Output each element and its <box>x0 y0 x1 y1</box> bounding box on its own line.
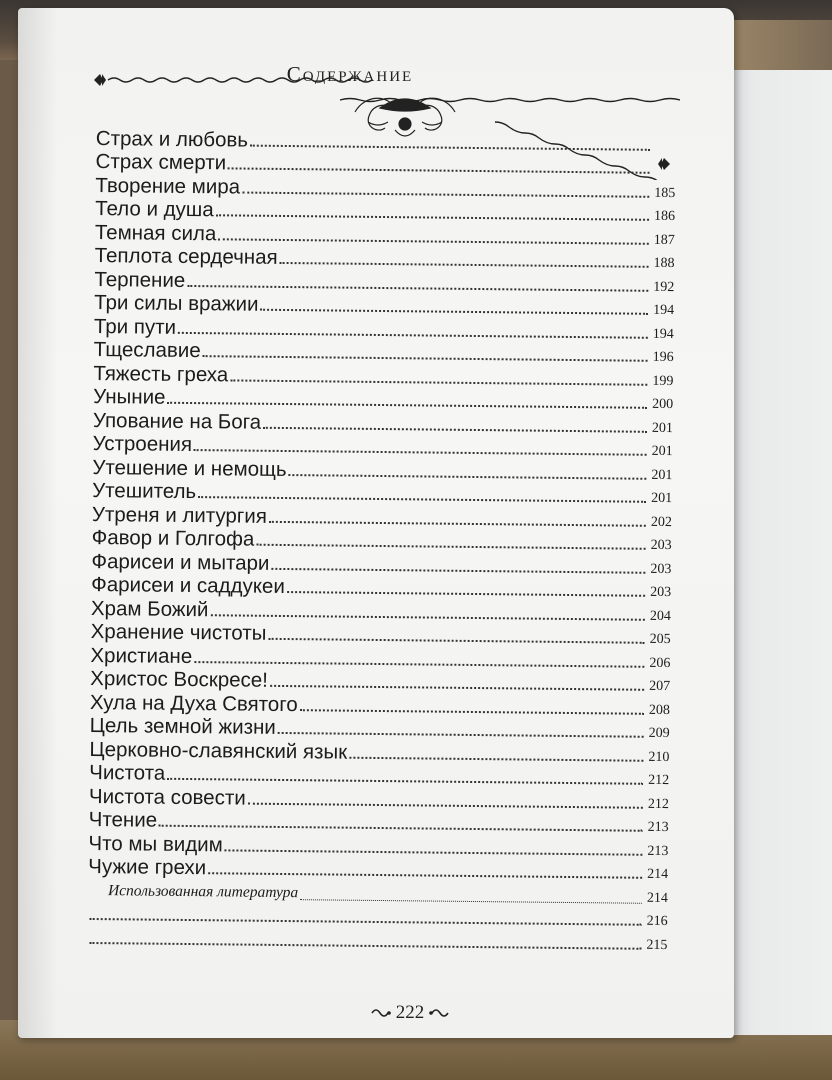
toc-entry-title: Фарисеи и саддукеи <box>91 572 285 599</box>
toc-entry-title: Фарисеи и мытари <box>91 549 270 575</box>
toc-leader-dots <box>270 685 644 691</box>
toc-leader-dots <box>203 355 648 362</box>
toc-entry-title: Фавор и Голгофа <box>91 525 255 551</box>
toc-leader-dots <box>260 309 648 315</box>
page-number: 222 <box>395 1002 425 1023</box>
toc-entry-title: Хула на Духа Святого <box>89 690 298 716</box>
toc-entry-title: Утешитель <box>92 478 197 504</box>
toc-leader-dots <box>208 872 642 879</box>
toc-entry-page: 194 <box>652 326 674 342</box>
toc-entry-title: Устроения <box>92 431 193 457</box>
toc-leader-dots <box>194 449 647 456</box>
toc-entry-title: Использованная литература <box>107 881 299 901</box>
toc-entry-page: 203 <box>650 584 672 601</box>
toc-entry-page: 213 <box>647 843 669 859</box>
toc-leader-dots <box>280 262 649 268</box>
toc-entry-page: 185 <box>654 185 676 201</box>
toc-leader-dots <box>278 732 644 738</box>
toc-entry-page: 202 <box>650 514 672 530</box>
toc-leader-dots <box>216 214 649 221</box>
toc-leader-dots <box>210 614 644 621</box>
toc-entry-page: 214 <box>647 866 669 883</box>
toc-entry-page: 212 <box>647 796 670 812</box>
toc-entry-page: 200 <box>652 396 674 413</box>
toc-entry-title: Три силы вражии <box>94 290 259 316</box>
toc-leader-dots <box>289 474 647 480</box>
toc-leader-dots <box>263 426 647 432</box>
toc-entry-title: Что мы видим <box>88 831 223 856</box>
toc-entry-title: Творение мира <box>95 173 241 199</box>
toc-entry-title: Храм Божий <box>90 596 209 621</box>
toc-entry-page: 210 <box>648 749 670 765</box>
toc-leader-dots <box>271 567 645 573</box>
toc-entry-title: Тщеславие <box>93 337 201 363</box>
toc-leader-dots <box>90 918 642 926</box>
toc-entry-title: Чужие грехи <box>88 854 207 880</box>
toc-entry-page: 201 <box>651 490 673 507</box>
toc-leader-dots <box>198 496 646 503</box>
toc-leader-dots <box>187 284 648 291</box>
page-title: Содержание <box>286 62 414 86</box>
right-ornament-icon <box>428 1006 450 1020</box>
toc-entry-page: 204 <box>649 608 671 624</box>
toc-entry-title: Чтение <box>88 807 158 832</box>
toc-leader-dots <box>167 778 643 785</box>
toc-leader-dots <box>268 638 644 644</box>
toc-leader-dots <box>349 756 643 761</box>
toc-entry-title: Теплота сердечная <box>94 243 278 269</box>
toc-entry-page: 203 <box>650 537 672 554</box>
toc-entry-title: Чистота совести <box>88 784 246 810</box>
toc-entry-title: Утешение и немощь <box>92 455 287 481</box>
toc-leader-dots <box>300 709 644 715</box>
toc-entry-page: 187 <box>653 232 675 248</box>
toc-entry-title: Три пути <box>93 314 177 339</box>
toc-entry-title: Терпение <box>94 267 186 292</box>
toc-leader-dots <box>167 402 647 409</box>
toc-leader-dots <box>248 802 643 808</box>
toc-entry-title: Страх и любовь <box>95 126 249 152</box>
toc-leader-dots <box>300 899 642 904</box>
toc-leader-dots <box>159 825 643 832</box>
toc-entry-page: 206 <box>649 655 671 671</box>
toc-entry-page: 201 <box>651 443 673 460</box>
toc-entry-title: Цель земной жизни <box>89 713 276 739</box>
toc-entry-title: Уныние <box>93 384 166 409</box>
page-footer <box>355 998 465 1028</box>
toc-entry-page: 213 <box>647 819 669 836</box>
toc-entry-title: Хранение чистоты <box>90 619 267 645</box>
toc-leader-dots <box>287 591 645 597</box>
toc-entry-page: 196 <box>652 349 674 366</box>
toc-entry-page: 201 <box>651 467 673 483</box>
toc-entry-title: Христиане <box>90 643 193 668</box>
toc-entry-page: 207 <box>649 678 671 695</box>
toc-leader-dots <box>228 167 650 173</box>
toc-entry-page: 215 <box>646 937 668 953</box>
toc-entry-page: 208 <box>648 702 670 718</box>
toc-entry-page: 201 <box>651 420 673 436</box>
left-ornament-icon <box>370 1006 392 1020</box>
toc-entry-page: 188 <box>653 255 675 272</box>
toc-leader-dots <box>242 191 649 197</box>
toc-leader-dots <box>269 520 646 526</box>
toc-entry-title: Церковно-славянский язык <box>89 737 348 764</box>
table-of-contents <box>87 126 676 955</box>
toc-entry-page: 205 <box>649 631 671 648</box>
toc-entry-title: Утреня и литургия <box>91 502 268 528</box>
toc-entry-page: 214 <box>646 890 669 906</box>
facing-page-edge <box>720 70 832 1035</box>
toc-entry-page: 216 <box>646 913 668 930</box>
page-gutter-shadow <box>18 8 58 1038</box>
toc-leader-dots <box>194 661 644 668</box>
toc-entry-title: Упование на Бога <box>92 408 262 434</box>
toc-entry-page: 192 <box>653 279 675 295</box>
toc-entry-page: 212 <box>648 772 670 789</box>
toc-leader-dots <box>256 544 645 550</box>
toc-entry-title: Темная сила <box>94 220 217 245</box>
toc-entry-title: Тело и душа <box>95 196 214 222</box>
toc-entry-title: Христос Воскресе! <box>90 666 269 692</box>
toc-leader-dots <box>225 849 643 855</box>
toc-entry-page: 199 <box>652 373 674 389</box>
toc-leader-dots <box>89 941 641 949</box>
toc-entry-title: Страх смерти <box>95 149 227 175</box>
toc-entry-page: 194 <box>653 302 675 319</box>
toc-entry-title: Тяжесть греха <box>93 361 229 386</box>
toc-entry-title: Чистота <box>89 760 166 785</box>
toc-leader-dots <box>218 238 649 245</box>
toc-entry-page: 186 <box>654 208 676 225</box>
toc-leader-dots <box>250 144 650 150</box>
toc-leader-dots <box>230 379 647 385</box>
toc-entry-page: 203 <box>650 561 672 577</box>
toc-entry-page: 209 <box>648 725 670 742</box>
toc-leader-dots <box>178 331 648 338</box>
